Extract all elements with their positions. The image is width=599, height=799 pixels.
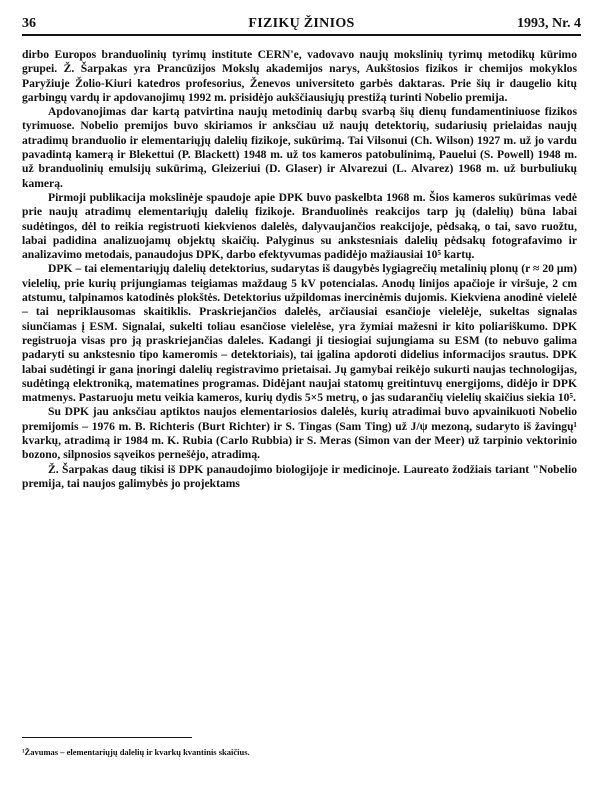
paragraph-1: dirbo Europos branduolinių tyrimų institute CERN'e, vadovavo naujų mokslinių tyrimų metodikų kūrimo grupei. Ž. Šarpakas yra Prancūzijos Mokslų akademijos narys, Aukštosios fizikos ir chemijos mokyklos Paryžiuje Žolio-Kiuri katedros profesorius, Ženevos universiteto garbės daktaras. Prie šių ir daugelio kitų garbingų vardų ir apdovanojimų 1992 m. prisidėjo aukščiausiųjų prestižą turinti Nobelio premija. — [22, 48, 577, 104]
issue-label: 1993, Nr. 4 — [516, 16, 581, 31]
footnote: ¹Žavumas – elementariųjų dalelių ir kvarkų kvantinis skaičius. — [22, 747, 250, 757]
paragraph-5: Su DPK jau anksčiau aptiktos naujos elementariosios dalelės, kurių atradimai buvo apvainikuoti Nobelio premijomis – 1976 m. B. Richteris (Burt Richter) ir S. Tingas (Sam Ting) už J/ψ mezoną, sudaryto iš žavingų¹ kvarkų, atradimą ir 1984 m. K. Rubia (Carlo Rubbia) ir S. Meras (Simon van der Meer) už tarpinio vektorinio bozono, silpnosios sąveikos pernešėjo, atradimą. — [22, 405, 577, 462]
paragraph-6: Ž. Šarpakas daug tikisi iš DPK panaudojimo biologijoje ir medicinoje. Laureato žodžiais tariant "Nobelio premija, tai naujos galimybės jo projektams — [22, 462, 577, 490]
journal-title: FIZIKŲ ŽINIOS — [248, 16, 355, 31]
footnote-divider — [22, 737, 192, 738]
paragraph-4: DPK – tai elementariųjų dalelių detektorius, sudarytas iš daugybės lygiagrečių metalinių plonų (r ≈ 20 μm) vielelių, prie kurių prijungiamas teigiamas maždaug 5 kV potencialas. Anodų linijos apačioje ir viršuje, 2 cm atstumu, talpinamos katodinės plokštės. Detektorius užpildomas inercinėmis dujomis. Kiekviena anodinė vielelė – tai nepriklausomas skaitiklis. Praskriejančios dalelės, arčiausiai esančioje vielelėje, sukeltas signalas siunčiamas į ESM. Signalai, sukelti toliau esančiose vielelėse, yra žymiai mažesni ir kito poliariškumo. DPK registruoja visas pro ją praskriejančias daleles. Kadangi ji tiesiogiai sujungiama su ESM (to nebuvo galima padaryti su ankstesnio tipo kameromis – detektoriais), tai įgalina apdoroti didelius informacijos srautus. DPK labai sudėtingi ir gana įnoringi dalelių registravimo prietaisai. Jų gamybai reikėjo sukurti naujas technologijas, sudėtingą elektroniką, matematines programas. Didėjant naujai statomų greitintuvų energijoms, didėjo ir DPK matmenys. Pastaruoju metu veikia kameros, kurių dydis 5×5 metrų, o jas sudarančių vielelių skaičius siekia 10⁵. — [22, 262, 577, 405]
paragraph-2: Apdovanojimas dar kartą patvirtina naujų metodinių darbų svarbą šių dienų fundamentiniuose fizikos tyrimuose. Nobelio premijos buvo skiriamos ir anksčiau už naujų detektorių, sudariusių prielaidas naujų atradimų branduolio ir elementariųjų dalelių fizikoje, sukūrimą. Tai Vilsonui (Ch. Wilson) 1927 m. už jo vardu pavadintą kamerą ir Blekettui (P. Blackett) 1948 m. už tos kameros patobulinimą, Pauelui (S. Powell) 1948 m. už branduolinių emulsijų sukūrimą, Gleizeriui (D. Glaser) ir Alvarezui (L. Alvarez) 1968 m. už burbuliukų kamerą. — [22, 105, 577, 190]
paragraph-3: Pirmoji publikacija mokslinėje spaudoje apie DPK buvo paskelbta 1968 m. Šios kameros sukūrimas vedė prie naujų atradimų elementariųjų dalelių fizikoje. Branduolinės reakcijos tarp jų (dalelių) būna labai sudėtingos, dėl to reikia registruoti kiekvienos dalelės, dalyvaujančios reakcijoje, pėdsaką, o tai, savo ruožtu, labai padidina analizuojamų objektų skaičių. Palyginus su ankstesniais dalelių pėdsakų fotografavimo ir analizavimo metodais, panaudojus DPK, darbo efektyvumas padidėjo mažiausiai 10⁵ kartų. — [22, 190, 577, 262]
page-header — [22, 14, 581, 36]
page-number: 36 — [22, 16, 36, 31]
article-body — [22, 48, 577, 491]
